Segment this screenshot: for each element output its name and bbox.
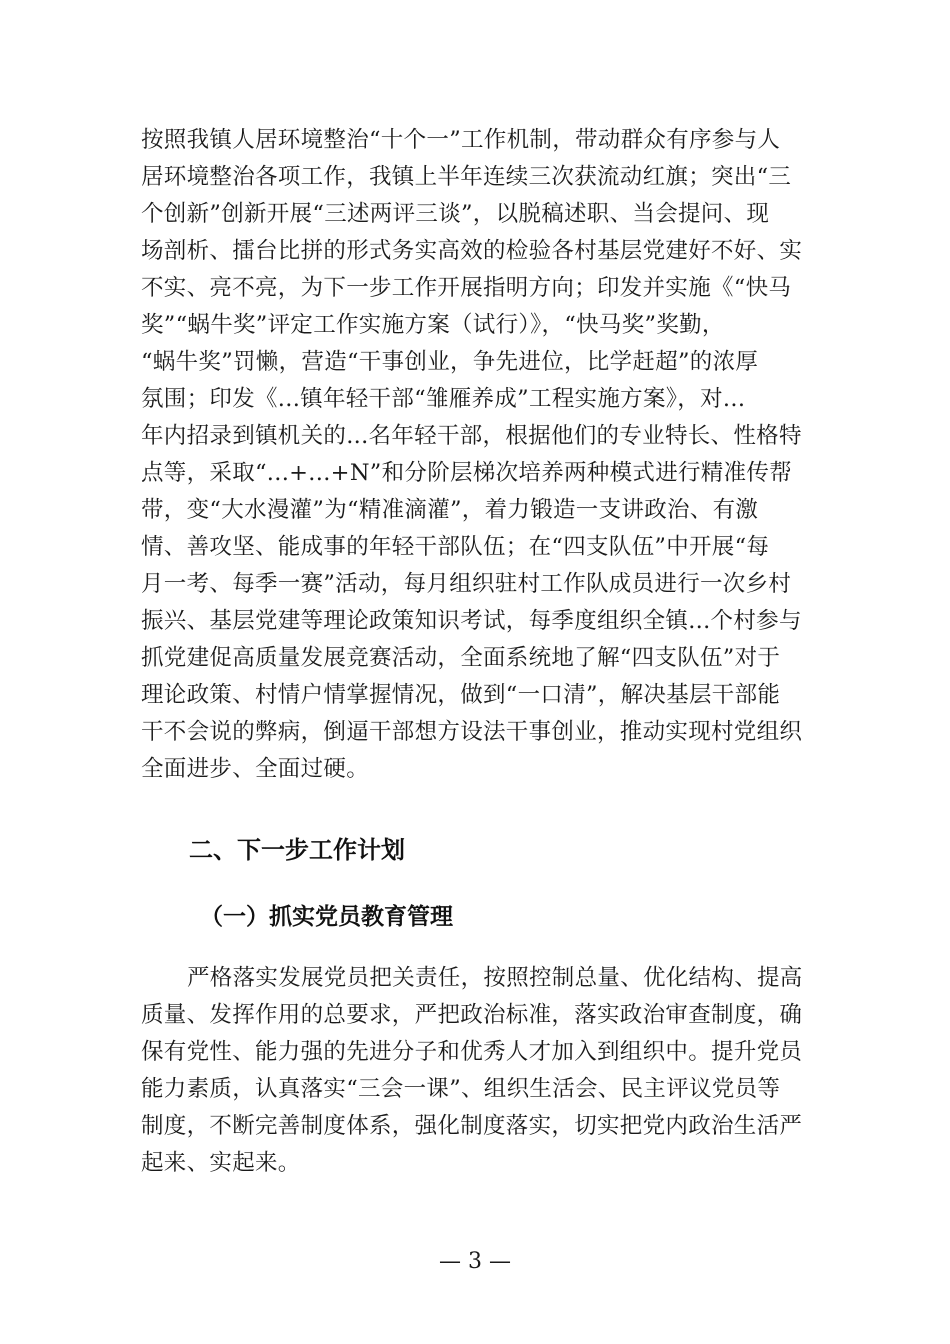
text-line: 能力素质，认真落实“三会一课”、组织生活会、民主评议党员等 bbox=[141, 1076, 781, 1102]
text-line: 氛围；印发《...镇年轻干部“雏雁养成”工程实施方案》，对... bbox=[141, 386, 746, 412]
section-heading: 二、下一步工作计划 bbox=[189, 836, 405, 864]
text-line: 个创新”创新开展“三述两评三谈”，以脱稿述职、当会提问、现 bbox=[141, 201, 770, 227]
text-line: 月一考、每季一赛”活动，每月组织驻村工作队成员进行一次乡村 bbox=[141, 571, 792, 597]
text-line: 制度，不断完善制度体系，强化制度落实，切实把党内政治生活严 bbox=[141, 1113, 803, 1139]
text-line: 理论政策、村情户情掌握情况，做到“一口清”，解决基层干部能 bbox=[141, 682, 781, 708]
text-line: 起来、实起来。 bbox=[141, 1150, 301, 1176]
text-line: 按照我镇人居环境整治“十个一”工作机制，带动群众有序参与人 bbox=[141, 127, 781, 153]
text-line: 振兴、基层党建等理论政策知识考试，每季度组织全镇...个村参与 bbox=[141, 608, 802, 634]
subsection-heading: （一）抓实党员教育管理 bbox=[200, 904, 453, 930]
text-line: 干不会说的弊病，倒逼干部想方设法干事创业，推动实现村党组织 bbox=[141, 719, 803, 745]
text-line: 年内招录到镇机关的...名年轻干部，根据他们的专业特长、性格特 bbox=[141, 423, 802, 449]
text-line: 带，变“大水漫灌”为“精准滴灌”，着力锻造一支讲政治、有激 bbox=[141, 497, 759, 523]
text-line: 场剖析、擂台比拼的形式务实高效的检验各村基层党建好不好、实 bbox=[141, 238, 803, 264]
text-line: 情、善攻坚、能成事的年轻干部队伍；在“四支队伍”中开展“每 bbox=[141, 534, 770, 560]
text-line: 严格落实发展党员把关责任，按照控制总量、优化结构、提高 bbox=[187, 965, 803, 991]
text-line: 抓党建促高质量发展竞赛活动，全面系统地了解“四支队伍”对于 bbox=[141, 645, 781, 671]
text-line: 全面进步、全面过硬。 bbox=[141, 756, 370, 782]
text-line: 点等，采取“...+...+N”和分阶层梯次培养两种模式进行精准传帮 bbox=[141, 460, 793, 486]
text-line: 质量、发挥作用的总要求，严把政治标准，落实政治审查制度，确 bbox=[141, 1002, 803, 1028]
text-line: 保有党性、能力强的先进分子和优秀人才加入到组织中。提升党员 bbox=[141, 1039, 803, 1065]
text-line: 居环境整治各项工作，我镇上半年连续三次获流动红旗；突出“三 bbox=[141, 164, 792, 190]
text-line: 奖”“蜗牛奖”评定工作实施方案（试行）》，“快马奖”奖勤， bbox=[141, 312, 725, 338]
page-number: — 3 — bbox=[439, 1249, 511, 1274]
text-line: 不实、亮不亮，为下一步工作开展指明方向；印发并实施《“快马 bbox=[141, 275, 792, 301]
text-line: “蜗牛奖”罚懒，营造“干事创业，争先进位，比学赶超”的浓厚 bbox=[141, 349, 759, 375]
